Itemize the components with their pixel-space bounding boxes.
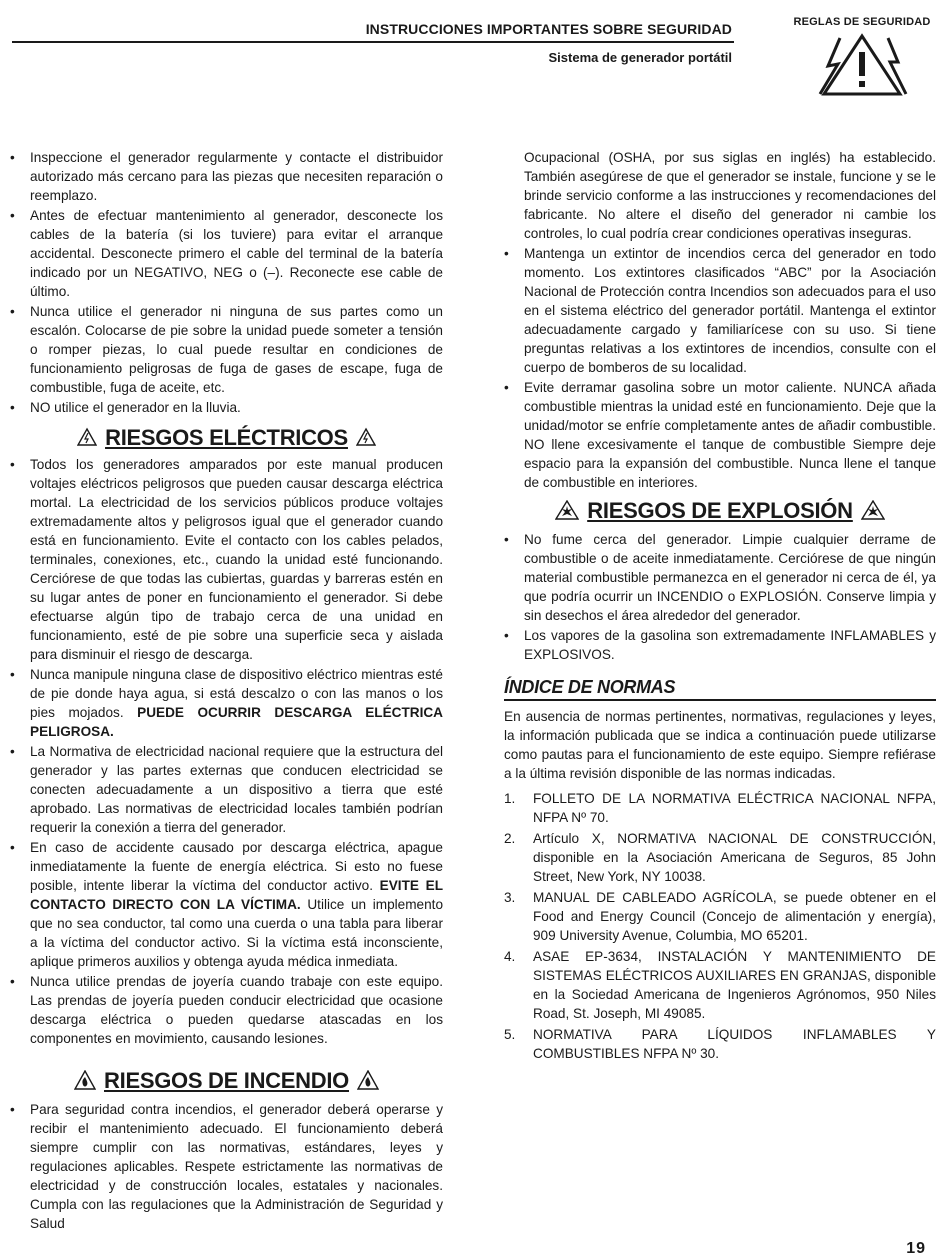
list-item: • Nunca utilice prendas de joyería cuando trabaje con este equipo. Las prendas de joyería pueden conducir electricidad que ocasione descarga eléctrica o pueden quedarse atascadas en los componentes en movimiento, causando lesiones. [10,972,443,1048]
list-item [10,665,443,741]
fire-hazards-list [10,1100,443,1233]
standard-number: 3. [504,890,516,905]
general-safety-list [10,148,443,417]
header-rule [12,41,734,43]
item-text: Utilice un implemento que no sea conductor, tal como una cuerda o una tabla para liberar a la víctima del conductor activo. Si la víctima está inconsciente, aplique primeros auxilios y obtenga ayuda médica inmediata. [30,897,443,969]
list-item: • No fume cerca del generador. Limpie cualquier derrame de combustible o de aceite inmediatamente. Cerciórese de que ningún material combustible permanezca en el generador ni cerca de él, ya que podría ocurrir un INCENDIO o EXPLOSIÓN. Conserve limpia y sin desechos el área alrededor del generador. [504,530,936,625]
standard-number: 2. [504,831,516,846]
page-header-subtitle: Sistema de generador portátil [548,50,732,65]
standard-item [504,789,936,827]
explosion-warning-icon [861,500,885,520]
list-item: • Evite derramar gasolina sobre un motor caliente. NUNCA añada combustible mientras la unidad esté en funcionamiento. Deje que la unidad/motor se enfríe completamente antes de añadir combustible. NO llene excesivamente el tanque de combustible Siempre deje espacio para la expansión del combustible. Nunca llene el tanque de combustible en interiores. [504,378,936,492]
safety-rules-label: REGLAS DE SEGURIDAD [793,16,931,28]
standards-index-intro: En ausencia de normas pertinentes, normativas, regulaciones y leyes, la información publicada que se indica a continuación puede utilizarse como pautas para el funcionamiento de este equipo. Siempre refiérase a la última revisión disponible de las normas indicadas. [504,709,936,781]
page-header-title: INSTRUCCIONES IMPORTANTES SOBRE SEGURIDAD [365,21,732,37]
list-item: • Todos los generadores amparados por este manual producen voltajes eléctricos peligrosos que pueden causar descarga eléctrica mortal. La electricidad de los servicios públicos produce voltajes extremadamente altos y peligrosos igual que el generador cuando está en funcionamiento. Evite el contacto con los cables pelados, terminales, conexiones, etc., cuando la unidad esté funcionando. Cerciórese de que todas las cubiertas, guardas y barreras estén en su lugar antes de poner en funcionamiento el generador. Si debe efectuarse algún tipo de trabajo cerca de una unidad en funcionamiento, esté de pie sobre una superficie seca y aislada para disminuir el riesgo de descarga. [10,455,443,664]
list-item [10,838,443,971]
electric-hazards-heading [10,424,443,450]
electric-warning-icon [77,427,97,447]
fire-warning-icon [357,1070,379,1090]
standards-index-title: ÍNDICE DE NORMAS [504,678,936,701]
item-emphasis: EVITE EL CONTACTO DIRECTO CON LA VÍCTIMA. [30,878,444,912]
lightning-warning-icon [814,32,910,98]
safety-rules-badge [790,16,934,98]
list-item: • La Normativa de electricidad nacional requiere que la estructura del generador y las partes externas que conducen electricidad se conecten adecuadamente a un dispositivo a tierra que esté aprobado. Las normativas de electricidad locales también podrían requerir la conexión a tierra del generador. [10,742,443,837]
standard-text: FOLLETO DE LA NORMATIVA ELÉCTRICA NACIONAL NFPA, NFPA Nº 70. [533,791,936,825]
explosion-hazards-list [504,530,936,664]
list-item: • Antes de efectuar mantenimiento al generador, desconecte los cables de la batería (si los tuviere) para evitar el arranque accidental. Desconecte primero el cable del terminal de la batería indicado por un NEGATIVO, NEG o (–). Reconecte ese cable de último. [10,206,443,301]
standard-item [504,1025,936,1063]
list-item-continuation: Ocupacional (OSHA, por sus siglas en inglés) ha establecido. También asegúrese de que el generador se instale, funcione y se le brinde servicio conforme a las instrucciones y recomendaciones del fabricante. No altere el diseño del generador ni cambie los controles, lo cual podría crear condiciones operativas inseguras. [524,150,936,241]
standard-text: ASAE EP-3634, INSTALACIÓN Y MANTENIMIENTO DE SISTEMAS ELÉCTRICOS AUXILIARES EN GRANJAS, disponible en la Sociedad Americana de Ingenieros Agrónomos, 950 Niles Road, St. Joseph, MI 49085. [533,949,936,1021]
list-item: • Inspeccione el generador regularmente y contacte el distribuidor autorizado más cercano para las piezas que necesiten reparación o reemplazo. [10,148,443,205]
page-number: 19 [906,1240,926,1257]
list-item: • Los vapores de la gasolina son extremadamente INFLAMABLES y EXPLOSIVOS. [504,626,936,664]
right-column [504,148,936,1065]
standards-list [504,789,936,1063]
explosion-hazards-title: RIESGOS DE EXPLOSIÓN [587,497,853,523]
standard-number: 1. [504,791,516,806]
standard-item [504,947,936,1023]
list-item: • Para seguridad contra incendios, el generador deberá operarse y recibir el mantenimiento adecuado. El funcionamiento deberá siempre cumplir con las normativas, estándares, leyes y regulaciones aplicables. Respete estrictamente las normativas de electricidad y de construcción locales, estatales y nacionales. Cumpla con las regulaciones que la Administración de Seguridad y Salud [10,1100,443,1233]
item-emphasis: PUEDE OCURRIR DESCARGA ELÉCTRICA PELIGROSA. [30,705,443,739]
fire-hazards-heading [10,1067,443,1093]
electric-hazards-title: RIESGOS ELÉCTRICOS [105,424,348,450]
standard-text: Artículo X, NORMATIVA NACIONAL DE CONSTRUCCIÓN, disponible en la Asociación Americana de Seguros, 85 John Street, New York, NY 10038. [533,831,936,884]
list-item: • Nunca utilice el generador ni ninguna de sus partes como un escalón. Colocarse de pie sobre la unidad puede someter a tensión o romper piezas, lo cual puede resultar en condiciones de funcionamiento peligrosas de fuga de gases de escape, fuga de combustible, fuga de aceite, etc. [10,302,443,397]
list-item: • NO utilice el generador en la lluvia. [10,398,443,417]
electric-hazards-list [10,455,443,1048]
standard-number: 5. [504,1027,516,1042]
standard-text: NORMATIVA PARA LÍQUIDOS INFLAMABLES Y COMBUSTIBLES NFPA Nº 30. [533,1027,936,1061]
explosion-warning-icon [555,500,579,520]
fire-hazards-title: RIESGOS DE INCENDIO [104,1067,349,1093]
left-column [10,148,443,1234]
electric-warning-icon [356,427,376,447]
standard-number: 4. [504,949,516,964]
fire-warning-icon [74,1070,96,1090]
item-text: Nunca manipule ninguna clase de dispositivo eléctrico mientras esté de pie donde haya agua, si está descalzo o con las manos o los pies mojados. [30,667,443,720]
item-text: En caso de accidente causado por descarga eléctrica, apague inmediatamente la fuente de energía eléctrica. Si esto no fuese posible, intente liberar la víctima del conductor activo. [30,840,443,893]
list-item: • Mantenga un extintor de incendios cerca del generador en todo momento. Los extintores clasificados “ABC” por la Asociación Nacional de Protección contra Incendios son adecuados para el uso en el sistema eléctrico del generador portátil. Mantenga el extintor adecuadamente cargado y familiarícese con su uso. Si tiene preguntas relativas a los extintores de incendios, consulte con el cuerpo de bomberos de su localidad. [504,244,936,377]
standard-text: MANUAL DE CABLEADO AGRÍCOLA, se puede obtener en el Food and Energy Council (Concejo de alimentación y energía), 909 University Avenue, Columbia, MO 65201. [533,890,936,943]
standard-item [504,829,936,886]
fire-hazards-list-continued [504,148,936,492]
standard-item [504,888,936,945]
explosion-hazards-heading [504,497,936,523]
